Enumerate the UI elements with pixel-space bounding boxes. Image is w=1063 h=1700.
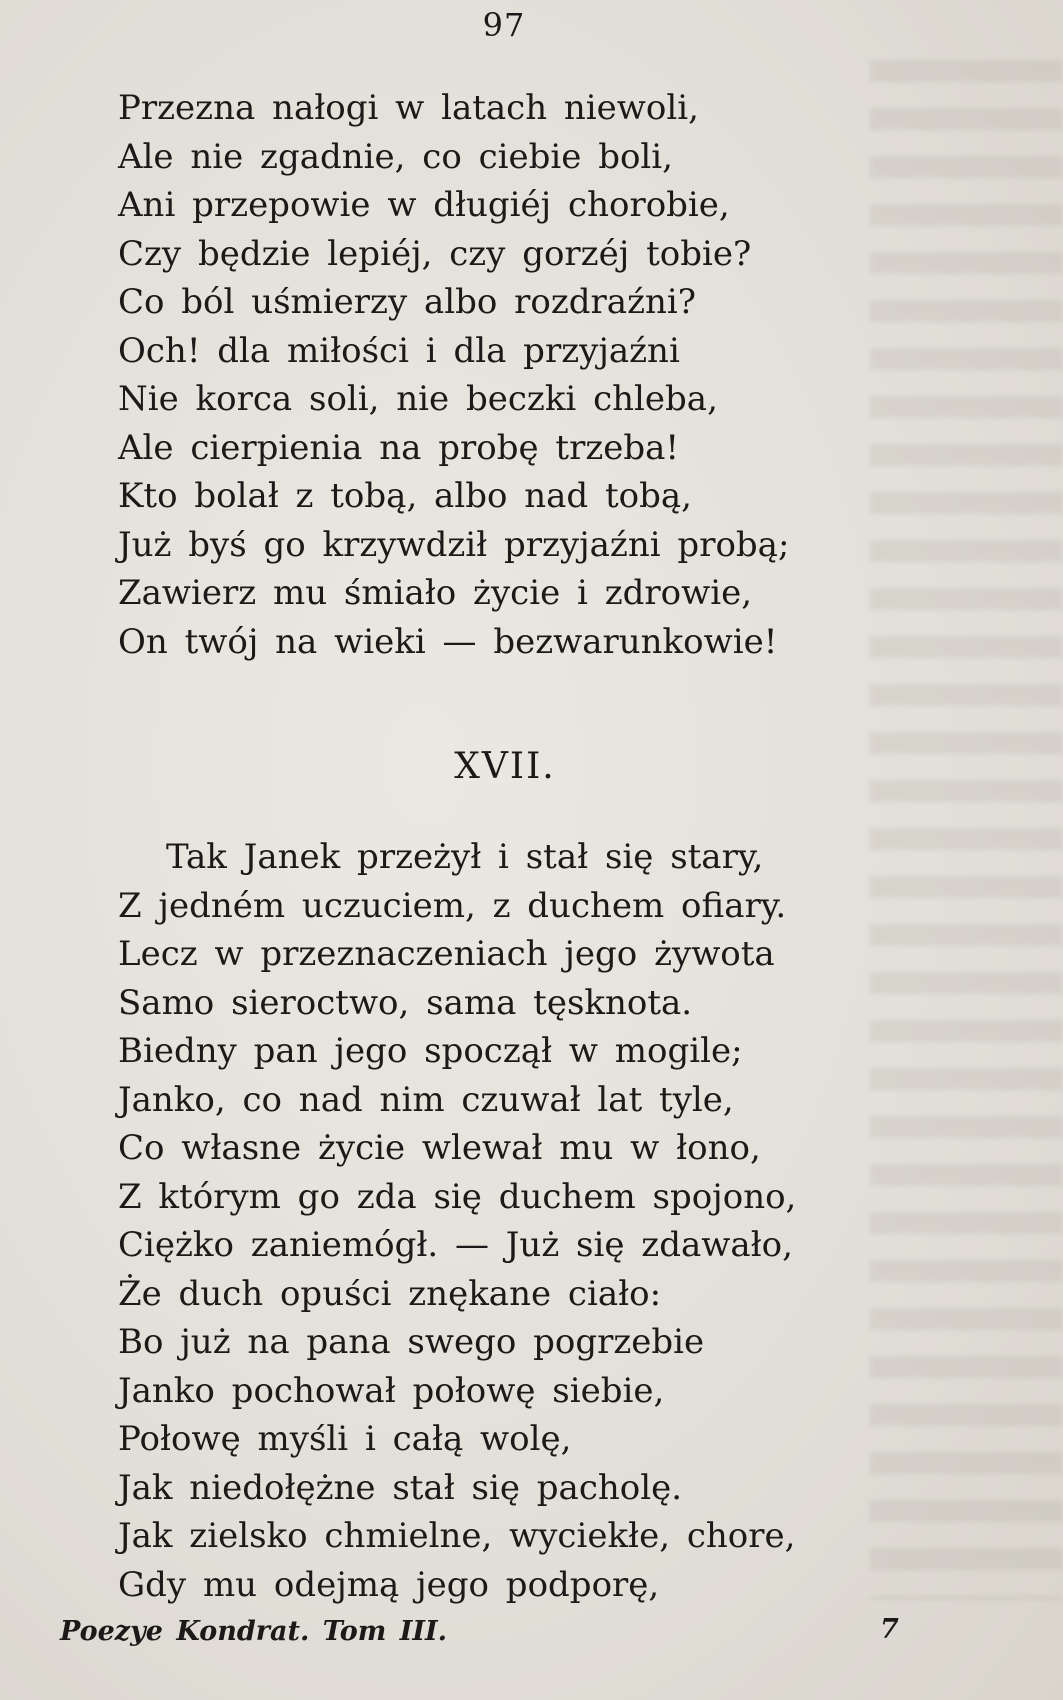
verse-line: Gdy mu odejmą jego podporę,	[118, 1564, 660, 1605]
verse-line: Janko, co nad nim czuwał lat tyle,	[118, 1079, 734, 1120]
verse-line: Ani przepowie w długiéj chorobie,	[118, 185, 730, 225]
show-through-text	[870, 60, 1063, 1600]
verse-line: Z jedném uczuciem, z duchem ofiary.	[118, 885, 787, 926]
verse-line: Tak Janek przeżył i stał się stary,	[166, 837, 764, 877]
verse-line: Och! dla miłości i dla przyjaźni	[118, 330, 680, 371]
stanza-2	[118, 833, 796, 1609]
verse-line: On twój na wieki — bezwarunkowie!	[118, 621, 778, 662]
verse-line: Co własne życie wlewał mu w łono,	[118, 1128, 761, 1168]
verse-line: Z którym go zda się duchem spojono,	[118, 1176, 797, 1217]
stanza-1	[118, 84, 789, 666]
verse-line: Samo sieroctwo, sama tęsknota.	[118, 982, 693, 1023]
verse-line: Nie korca soli, nie beczki chleba,	[118, 379, 718, 419]
verse-line: Połowę myśli i całą wolę,	[118, 1419, 572, 1459]
verse-line: Biedny pan jego spoczął w mogile;	[118, 1031, 743, 1071]
verse-line: Lecz w przeznaczeniach jego żywota	[118, 934, 775, 974]
verse-line: Ale nie zgadnie, co ciebie boli,	[118, 136, 673, 177]
verse-line: Czy będzie lepiéj, czy gorzéj tobie?	[118, 233, 752, 274]
verse-line: Już byś go krzywdził przyjaźni probą;	[118, 524, 790, 565]
verse-line: Kto bolał z tobą, albo nad tobą,	[118, 476, 692, 516]
sheet-number: 7	[880, 1614, 899, 1645]
verse-line: Bo już na pana swego pogrzebie	[118, 1322, 705, 1362]
verse-line: Przezna nałogi w latach niewoli,	[118, 88, 699, 128]
verse-line: Co ból uśmierzy albo rozdraźni?	[118, 282, 696, 322]
section-heading: XVII.	[454, 746, 556, 787]
footer-signature: Poezye Kondrat. Tom III.	[60, 1616, 448, 1647]
verse-line: Ciężko zaniemógł. — Już się zdawało,	[118, 1225, 793, 1265]
verse-line: Ale cierpienia na probę trzeba!	[118, 427, 680, 468]
verse-line: Zawierz mu śmiało życie i zdrowie,	[118, 573, 752, 613]
verse-line: Janko pochował połowę siebie,	[118, 1370, 665, 1411]
verse-line: Jak niedołężne stał się pacholę.	[118, 1467, 683, 1508]
page-number: 97	[482, 6, 526, 44]
verse-line: Jak zielsko chmielne, wyciekłe, chore,	[118, 1516, 796, 1556]
verse-line: Że duch opuści znękane ciało:	[118, 1273, 662, 1314]
